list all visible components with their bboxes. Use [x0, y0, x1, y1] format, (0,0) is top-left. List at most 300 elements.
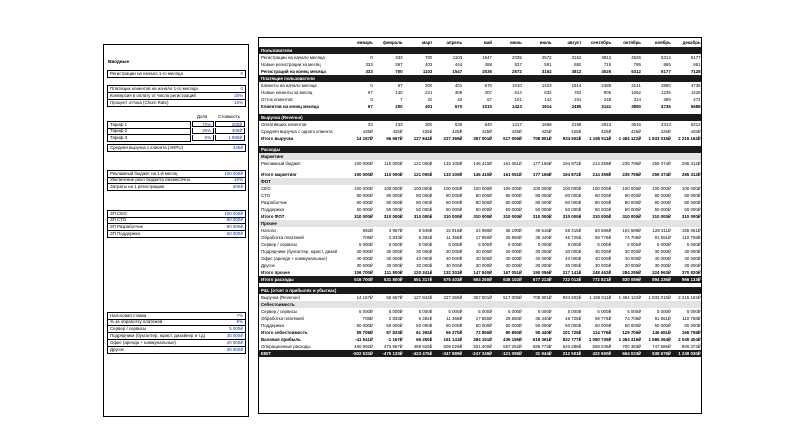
table-cell: 80 000₽ [505, 193, 522, 198]
table-cell: 722 013₽ [562, 277, 582, 282]
table-row [259, 103, 701, 110]
table-cell: 165 758₽ [681, 330, 701, 335]
table-cell: 80 000₽ [624, 193, 641, 198]
table-row [259, 315, 701, 322]
table-cell: 57 833₽ [386, 330, 403, 335]
table-cell: 5 000₽ [448, 309, 463, 314]
table-cell: 6177 [690, 55, 701, 60]
table-cell: 25 850₽ [505, 316, 522, 321]
table-cell: 50 000₽ [684, 207, 701, 212]
field-label: Сервер / сервисы [110, 326, 147, 331]
table-cell: 5 000₽ [418, 309, 433, 314]
table-cell: 514 [514, 90, 522, 95]
table-cell: 40 000₽ [416, 256, 433, 261]
table-cell: 2572 [512, 69, 522, 74]
table-cell: 2035 [482, 69, 492, 74]
salary-field[interactable] [107, 224, 246, 231]
table-cell: 40 000₽ [654, 256, 671, 261]
table-cell: 30 000₽ [386, 263, 403, 268]
table-cell: 74 706₽ [624, 316, 641, 321]
table-cell: 670 [484, 83, 492, 88]
tariff-price-header: Стоимость [218, 114, 240, 119]
paying-start-field[interactable]: Платящих клиентов на начало 1-го месяца 0 [107, 85, 246, 93]
table-cell: 194 872₽ [562, 161, 582, 166]
table-cell: 310 000₽ [413, 214, 433, 219]
table-row [259, 269, 701, 276]
table-row [259, 171, 701, 178]
other-expense-field[interactable] [107, 333, 246, 340]
churn-field[interactable]: Процент оттока (Churn Rate) 10% [107, 100, 246, 107]
table-cell: 5 000₽ [388, 309, 403, 314]
table-cell: 934 502₽ [562, 136, 582, 141]
table-cell: 100 000₽ [622, 186, 641, 191]
table-cell: 30 000₽ [684, 263, 701, 268]
table-row [259, 47, 701, 54]
table-cell: 74 706₽ [624, 235, 641, 240]
table-cell: 80 000₽ [445, 193, 463, 198]
table-cell: 40 000₽ [505, 256, 522, 261]
table-cell: 425₽ [541, 129, 552, 134]
table-cell: 50 000₽ [535, 323, 552, 328]
table-cell: 100 000₽ [383, 186, 403, 191]
row-label: Себестоимость [261, 302, 295, 307]
conversion-field[interactable]: Конверсия в оплату от числа регистраций 20% [107, 93, 246, 100]
table-cell: 5 000₽ [448, 242, 463, 247]
row-label: Итого выручка [261, 136, 294, 141]
table-cell: 127 842₽ [413, 136, 433, 141]
table-cell: 1668 [541, 122, 552, 127]
row-label: Сервер / сервисы [261, 309, 298, 314]
table-cell: -347 889₽ [442, 351, 463, 356]
salary-field[interactable] [107, 217, 246, 224]
table-cell: 100 000₽ [532, 186, 552, 191]
table-cell: 1103 [422, 69, 433, 74]
field-value: 5% [236, 319, 243, 324]
table-cell: 310 000₽ [473, 214, 492, 219]
table-cell: 715 [603, 62, 612, 67]
table-cell: 516 700₽ [354, 277, 373, 282]
row-label: Поддержка [261, 323, 284, 328]
table-cell: 167 051₽ [503, 270, 522, 275]
table-cell: 3516 [631, 122, 641, 127]
table-row [259, 82, 701, 89]
table-cell: 80 000₽ [356, 193, 373, 198]
table-cell: 30 000₽ [505, 249, 522, 254]
table-cell: 111 800₽ [384, 270, 403, 275]
month-header: июнь [509, 40, 522, 45]
table-cell: 285 312₽ [681, 172, 701, 177]
table-cell: 310 000₽ [622, 214, 641, 219]
field-value: 5 000₽ [229, 326, 243, 331]
inputs-panel [103, 44, 249, 417]
table-cell: 708₽ [362, 316, 373, 321]
table-cell: 403 [425, 62, 433, 67]
table-cell: 1 494 122₽ [618, 295, 641, 300]
table-cell: 1103 [452, 55, 463, 60]
table-cell: 146 410₽ [473, 161, 492, 166]
table-cell: 638 102₽ [503, 277, 522, 282]
table-cell: 4313 [661, 122, 671, 127]
table-cell: 300 [425, 122, 433, 127]
table-cell: 46 725₽ [565, 316, 582, 321]
tariff-3-label [107, 135, 191, 142]
table-cell: 67 [487, 97, 492, 102]
table-cell: 221 [425, 90, 433, 95]
table-cell: 3812 [571, 69, 582, 74]
salary-value: 80 000₽ [226, 217, 243, 222]
table-row [259, 241, 701, 248]
table-cell: 40 000₽ [565, 256, 582, 261]
table-cell: 50 000₽ [565, 207, 582, 212]
row-label: Новые регистрации за месяц [261, 62, 321, 67]
table-cell: 200 [395, 104, 403, 109]
table-cell: 110 758₽ [682, 316, 701, 321]
row-label: Регистрации на начало месяца [261, 55, 325, 60]
table-cell: 1 195 511₽ [589, 136, 612, 141]
table-cell: 5 000₽ [686, 309, 701, 314]
table-row [259, 192, 701, 199]
table-row [259, 336, 701, 343]
row-label: Разработчик [261, 200, 287, 205]
row-label: Сервер / сервисы [261, 242, 298, 247]
month-header: апрель [446, 40, 463, 45]
tariff-3-price[interactable]: 1 990₽ [215, 135, 245, 141]
table-cell: 30 000₽ [356, 263, 373, 268]
table-cell: 20 [427, 97, 433, 102]
table-cell: 100 000₽ [503, 186, 522, 191]
tariff-2-share[interactable]: 25% [192, 128, 214, 134]
table-cell: 80 000₽ [445, 200, 463, 205]
table-cell: 11 368₽ [446, 316, 463, 321]
month-header: февраль [383, 40, 403, 45]
table-cell: 40 [457, 97, 463, 102]
table-cell: 832 777₽ [562, 337, 582, 342]
row-label: Клиенты на начало месяца [261, 83, 317, 88]
table-row [259, 234, 701, 241]
table-cell: 49 616₽ [535, 228, 552, 233]
other-expense-field[interactable] [107, 326, 246, 333]
table-cell: 425₽ [362, 129, 373, 134]
table-cell: 128 311₽ [652, 228, 671, 233]
table-cell: 30 000₽ [416, 249, 433, 254]
table-cell: 80 000₽ [505, 200, 522, 205]
table-cell: 3141 [631, 83, 641, 88]
ad-growth-field[interactable]: Увеличение рекл бюджета ежемесячно 10% [107, 177, 246, 184]
row-label: Оплативших клиентов [261, 122, 307, 127]
table-cell: 285 312₽ [681, 161, 701, 166]
table-cell: 5 000₽ [508, 309, 522, 314]
table-cell: 401 [454, 83, 463, 88]
table-cell: 30 000₽ [416, 263, 433, 268]
table-cell: 333 [365, 62, 373, 67]
table-cell: 1 249 030₽ [678, 351, 701, 356]
table-cell: 129 706₽ [622, 330, 641, 335]
salary-label: ЗП CEO [110, 211, 127, 216]
table-cell: 531 400₽ [473, 344, 492, 349]
table-cell: 80 000₽ [654, 193, 671, 198]
table-row [259, 248, 701, 255]
table-row [259, 329, 701, 336]
table-cell: 5 000₽ [567, 309, 582, 314]
table-cell: 80 000₽ [475, 200, 492, 205]
table-row [259, 308, 701, 315]
table-cell: 284 295₽ [622, 270, 641, 275]
table-cell: 5 000₽ [388, 242, 403, 247]
table-cell: 227 365₽ [443, 136, 463, 141]
table-cell: 46 725₽ [565, 235, 582, 240]
table-cell: 367 [395, 62, 403, 67]
table-cell: 40 000₽ [684, 256, 701, 261]
table-cell: 5312 [631, 69, 641, 74]
table-cell: 50 000₽ [624, 323, 641, 328]
tariff-1-price[interactable]: 200₽ [215, 121, 245, 127]
table-cell: 6177 [661, 69, 671, 74]
table-cell: 1 833 015₽ [648, 295, 671, 300]
table-cell: 2 215 162₽ [678, 295, 701, 300]
table-cell: 425₽ [452, 129, 463, 134]
table-cell: 517 005₽ [503, 295, 522, 300]
table-cell: 65 415₽ [565, 228, 582, 233]
table-cell: 0 [370, 83, 373, 88]
table-cell: 1235 [661, 90, 671, 95]
table-cell: 1426 [690, 90, 701, 95]
row-label: Другое [261, 263, 275, 268]
table-cell: 473 967₽ [383, 344, 403, 349]
table-cell: 214 359₽ [592, 172, 612, 177]
row-label: CTO [261, 193, 271, 198]
table-cell: 100 000₽ [354, 161, 373, 166]
table-cell: 50 000₽ [416, 323, 433, 328]
field-value: 30 000₽ [226, 333, 243, 338]
table-cell: 50 000₽ [445, 323, 463, 328]
table-cell: 2199 [571, 122, 582, 127]
table-cell: 905 [603, 90, 612, 95]
table-cell: 425₽ [481, 129, 492, 134]
table-cell: 104 589₽ [622, 228, 641, 233]
table-cell: 66 450₽ [416, 337, 433, 342]
table-row [259, 61, 701, 68]
table-cell: 2572 [541, 55, 552, 60]
table-cell: 5 000₽ [597, 242, 612, 247]
table-cell: 0 [370, 55, 373, 60]
row-label: P&L (отчет о прибылях и убытках) [261, 288, 337, 293]
table-cell: 310 000₽ [562, 214, 582, 219]
table-cell: 333 [395, 55, 403, 60]
row-label: Средняя выручка с одного клиента [261, 129, 333, 134]
table-cell: 50 000₽ [386, 207, 403, 212]
table-row [259, 206, 701, 213]
table-cell: 235 795₽ [622, 172, 641, 177]
months-header-row [259, 39, 701, 46]
table-cell: 575 403₽ [443, 277, 463, 282]
table-cell: 11 368₽ [446, 235, 463, 240]
financial-model-table [258, 37, 702, 414]
table-cell: 30 000₽ [654, 249, 671, 254]
month-header: июль [539, 40, 552, 45]
table-cell: 1 833 015₽ [648, 136, 671, 141]
table-cell: 40 000₽ [475, 256, 492, 261]
table-cell: 310 000₽ [652, 214, 671, 219]
table-cell: 214 359₽ [592, 161, 612, 166]
field-value: 40 000₽ [226, 340, 243, 345]
table-cell: 786 [633, 62, 641, 67]
table-cell: 1423 [541, 83, 552, 88]
table-cell: 40 000₽ [624, 256, 641, 261]
table-cell: 708₽ [362, 235, 373, 240]
table-cell: 110 000₽ [384, 161, 403, 166]
table-cell: 425₽ [660, 129, 671, 134]
table-cell: 80 000₽ [684, 200, 701, 205]
table-cell: 259 374₽ [652, 172, 671, 177]
arpu-field: Средняя выручка с клиента (ARPU) 425₽ [107, 144, 246, 152]
table-cell: 40 000₽ [386, 256, 403, 261]
table-row [259, 54, 701, 61]
table-cell: 3 967₽ [388, 228, 403, 233]
table-cell: 80 850₽ [505, 330, 522, 335]
table-cell: -41 541₽ [355, 337, 373, 342]
table-cell: 6 392₽ [418, 235, 433, 240]
row-label: Подрядчики (бухгалтер, юрист, дизай [261, 249, 338, 254]
table-cell: 30 000₽ [624, 249, 641, 254]
table-cell: 30 000₽ [565, 263, 582, 268]
tariff-1-share[interactable]: 70% [192, 121, 214, 127]
table-cell: 7128 [690, 69, 701, 74]
table-cell: 106 700₽ [354, 270, 373, 275]
table-cell: 840 [484, 122, 492, 127]
table-cell: 5 000₽ [508, 242, 522, 247]
table-cell: 259 374₽ [652, 161, 671, 166]
table-cell: 40 000₽ [445, 256, 463, 261]
table-cell: 100 000₽ [681, 186, 701, 191]
table-cell: 146 410₽ [473, 172, 492, 177]
tariff-3-share[interactable]: 5% [192, 135, 214, 141]
table-cell: -475 133₽ [382, 351, 403, 356]
table-cell: 15 916₽ [445, 228, 463, 233]
table-cell: 50 000₽ [356, 207, 373, 212]
table-cell: 248 [603, 97, 612, 102]
row-label: EBIT [261, 351, 272, 356]
table-cell: 50 000₽ [654, 207, 671, 212]
month-header: ноябрь [654, 40, 671, 45]
table-row [259, 146, 701, 153]
table-cell: 30 000₽ [535, 263, 552, 268]
table-cell: 30 000₽ [654, 263, 671, 268]
row-label: Налоги [261, 228, 276, 233]
month-header: май [483, 40, 492, 45]
table-cell: 1 195 511₽ [589, 295, 612, 300]
table-cell: 80 000₽ [594, 200, 612, 205]
table-cell: 310 000₽ [503, 214, 522, 219]
table-cell: 557 252₽ [503, 344, 522, 349]
table-cell: 5 000₽ [597, 309, 612, 314]
table-cell: 55 708₽ [356, 330, 373, 335]
row-label: Прочее [261, 221, 277, 226]
table-cell: 951 [693, 62, 701, 67]
table-cell: 100 000₽ [562, 186, 582, 191]
table-cell: 551 317₽ [413, 277, 433, 282]
table-cell: 30 000₽ [684, 249, 701, 254]
table-cell: 1 080 735₽ [588, 337, 612, 342]
tariff-name: Тариф 2 [110, 128, 128, 133]
table-cell: 227 365₽ [443, 295, 463, 300]
table-cell: 310 000₽ [383, 214, 403, 219]
table-cell: 5 000₽ [657, 309, 671, 314]
table-cell: 2485 [571, 104, 582, 109]
table-cell: 56 667₽ [386, 136, 403, 141]
table-cell: 650 [574, 62, 582, 67]
ad-budget-field[interactable]: Рекламный бюджет на 1-й месяц 100 000₽ [107, 170, 246, 178]
table-cell: 333 [365, 69, 373, 74]
table-cell: 30 000₽ [475, 263, 492, 268]
table-row [259, 68, 701, 75]
table-cell: 604 250₽ [473, 277, 492, 282]
table-cell: 110 758₽ [682, 235, 701, 240]
other-expense-field[interactable] [107, 340, 246, 347]
tariff-name: Тариф 3 [110, 135, 128, 140]
reg-start-field[interactable]: Регистрации на начало 1-го месяца 0 [107, 70, 246, 78]
table-cell: 1062 [631, 90, 641, 95]
table-cell: 5688 [690, 104, 701, 109]
table-cell: 80 000₽ [386, 193, 403, 198]
table-cell: 50 000₽ [684, 323, 701, 328]
table-cell: 5 000₽ [478, 309, 492, 314]
table-cell: 0 [370, 97, 373, 102]
table-cell: 1914 [541, 104, 552, 109]
table-cell: 177 156₽ [532, 172, 552, 177]
payment-fee-field[interactable] [107, 319, 246, 326]
row-label: Выручка (Revenue) [261, 115, 303, 120]
table-cell: 100 000₽ [443, 186, 463, 191]
table-cell: 30 000₽ [386, 249, 403, 254]
table-cell: 425₽ [601, 129, 612, 134]
row-label: Итого расходы [261, 277, 294, 282]
table-cell: 1 364 416₽ [618, 337, 641, 342]
other-expense-field[interactable] [107, 347, 246, 354]
table-cell: 4526 [631, 55, 641, 60]
salary-value: 100 000₽ [224, 211, 243, 216]
tariff-2-price[interactable]: 400₽ [215, 128, 245, 134]
table-cell: 80 000₽ [594, 193, 612, 198]
table-cell: 537 [514, 62, 522, 67]
month-header: декабрь [682, 40, 701, 45]
table-cell: 6 392₽ [418, 316, 433, 321]
table-cell: 5312 [661, 55, 671, 60]
table-cell: 83 686₽ [594, 228, 612, 233]
table-row [259, 135, 701, 142]
row-label: Рекламный бюджет [261, 161, 301, 166]
table-cell: 310 000₽ [592, 214, 612, 219]
salary-field[interactable] [107, 231, 246, 238]
table-cell: 3890 [631, 104, 641, 109]
table-cell: 80 000₽ [535, 200, 552, 205]
table-cell: 708 801₽ [532, 136, 552, 141]
table-cell: 50 000₽ [594, 323, 612, 328]
salary-value: 50 000₽ [226, 231, 243, 236]
tariff-name: Тариф 1 [110, 122, 128, 127]
table-cell: 67 [397, 83, 403, 88]
table-row [259, 255, 701, 262]
table-cell: 50 000₽ [386, 323, 403, 328]
table-cell: 425₽ [571, 129, 582, 134]
table-cell: 700 383₽ [622, 344, 641, 349]
row-label: Поддержка [261, 207, 284, 212]
table-cell: 133 100₽ [443, 172, 463, 177]
table-cell: 67 [367, 104, 373, 109]
table-cell: 5 000₽ [537, 242, 552, 247]
table-cell: 235 795₽ [622, 161, 641, 166]
cpa-field[interactable]: Затраты на 1 регистрацию 300₽ [107, 184, 246, 191]
table-cell: 66 370₽ [445, 330, 463, 335]
